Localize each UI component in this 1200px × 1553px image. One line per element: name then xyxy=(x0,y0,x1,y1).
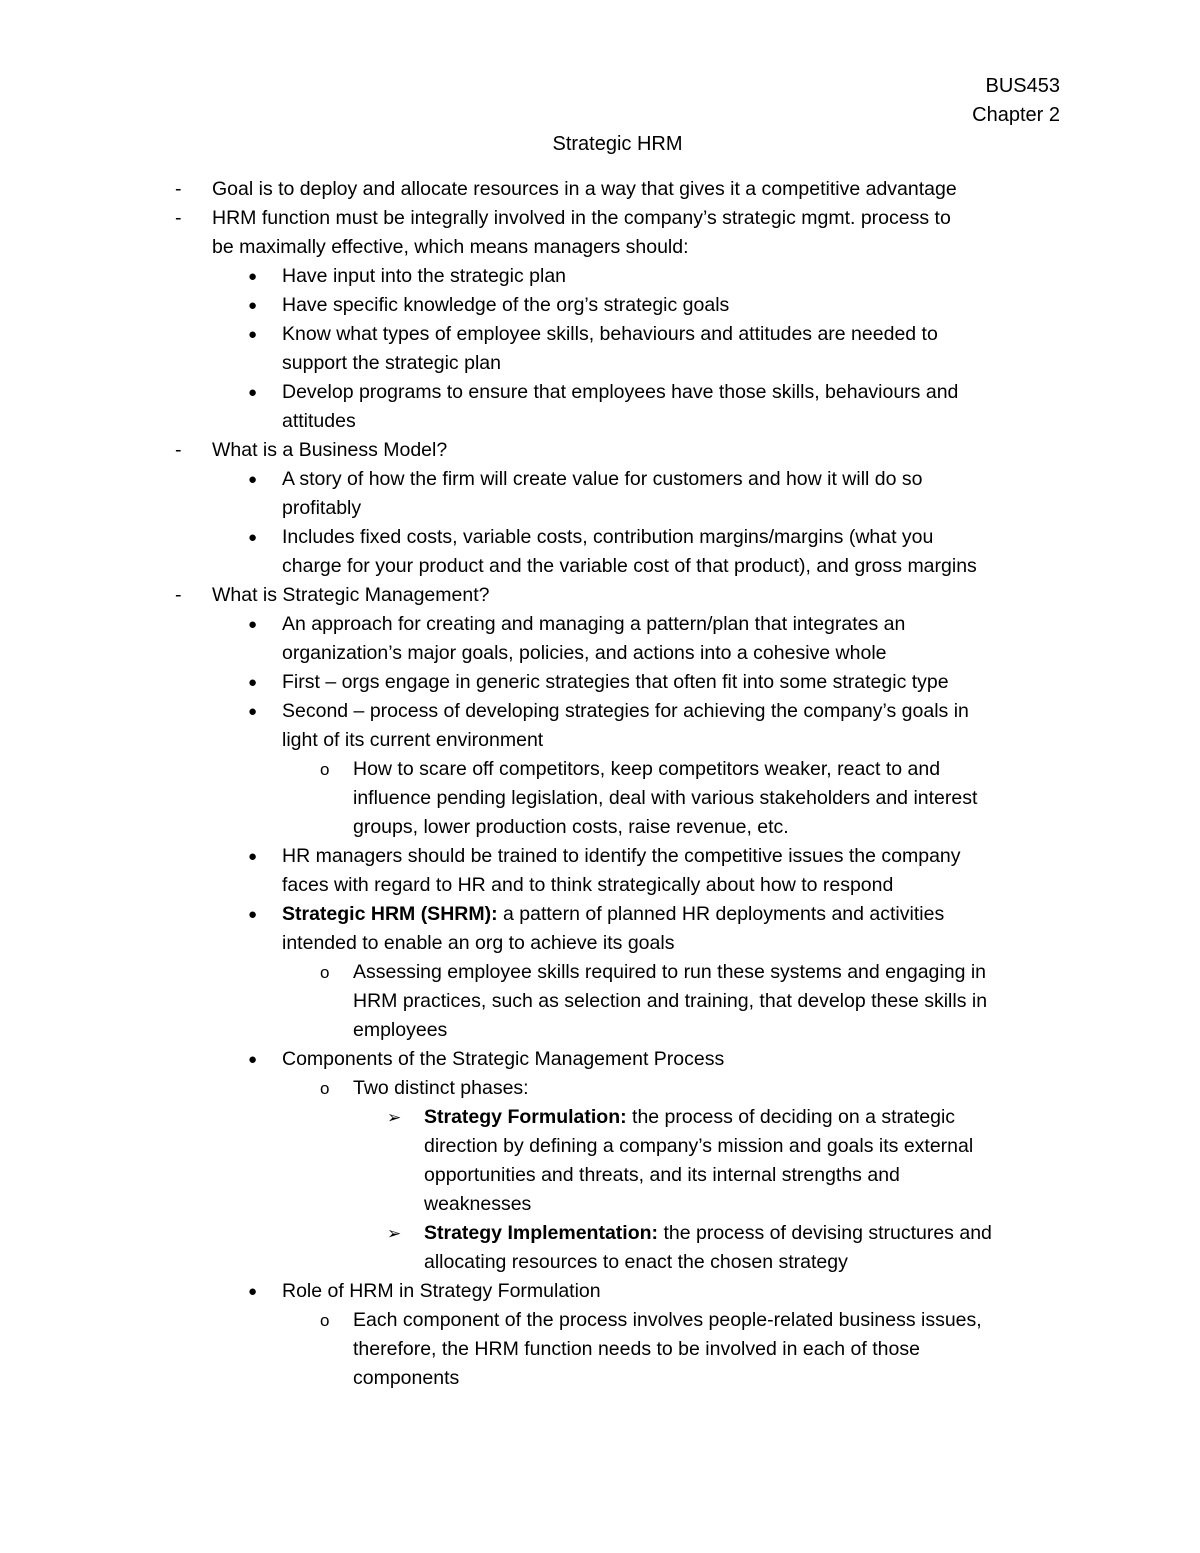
line-text: HRM function must be integrally involved in the company’s strategic mgmt. process to xyxy=(212,207,951,229)
list-item-continuation xyxy=(175,494,1060,523)
line-text: Role of HRM in Strategy Formulation xyxy=(282,1280,601,1302)
list-item xyxy=(175,581,1060,610)
bullet-icon: ● xyxy=(248,326,258,343)
line-text: HRM practices, such as selection and training, that develop these skills in xyxy=(353,990,988,1012)
term-label: Strategy Implementation: xyxy=(424,1222,659,1244)
bullet-icon: ● xyxy=(248,384,258,401)
line-text: opportunities and threats, and its internal strengths and xyxy=(424,1164,900,1186)
line-text: direction by defining a company’s mission and goals its external xyxy=(424,1135,974,1157)
list-item xyxy=(175,523,1060,552)
arrow-bullet-icon: ➢ xyxy=(387,1108,402,1127)
line-text: be maximally effective, which means managers should: xyxy=(212,236,689,258)
line-text: profitably xyxy=(282,497,362,519)
document-header xyxy=(175,72,1060,130)
line-text: support the strategic plan xyxy=(282,352,501,374)
list-item-continuation xyxy=(175,639,1060,668)
document-title: Strategic HRM xyxy=(552,133,683,155)
list-item xyxy=(175,755,1060,784)
list-item xyxy=(175,1306,1060,1335)
course-code: BUS453 xyxy=(985,75,1060,97)
list-item-continuation xyxy=(175,1016,1060,1045)
list-item-continuation xyxy=(175,784,1060,813)
list-item xyxy=(175,1045,1060,1074)
term-label: Strategy Formulation: xyxy=(424,1106,627,1128)
line-text: Assessing employee skills required to run these systems and engaging in xyxy=(353,961,987,983)
document-body xyxy=(175,175,1060,1393)
list-item xyxy=(175,262,1060,291)
line-text: An approach for creating and managing a pattern/plan that integrates an xyxy=(282,613,906,635)
line-text: Have input into the strategic plan xyxy=(282,265,567,287)
list-item xyxy=(175,378,1060,407)
line-text: Includes fixed costs, variable costs, contribution margins/margins (what you xyxy=(282,526,934,548)
line-text: allocating resources to enact the chosen strategy xyxy=(424,1251,848,1273)
bullet-icon: ● xyxy=(248,268,258,285)
bullet-icon: ● xyxy=(248,848,258,865)
list-item-continuation xyxy=(175,987,1060,1016)
bullet-icon: ● xyxy=(248,674,258,691)
line-text: HR managers should be trained to identify the competitive issues the company xyxy=(282,845,961,867)
circle-bullet-icon: o xyxy=(320,1079,330,1098)
list-item-continuation xyxy=(175,1248,1060,1277)
bullet-icon: ● xyxy=(248,297,258,314)
list-item xyxy=(175,436,1060,465)
circle-bullet-icon: o xyxy=(320,1311,330,1330)
circle-bullet-icon: o xyxy=(320,963,330,982)
list-item-continuation xyxy=(175,813,1060,842)
list-item xyxy=(175,1277,1060,1306)
line-text: components xyxy=(353,1367,460,1389)
bullet-icon: ● xyxy=(248,616,258,633)
line-text: Know what types of employee skills, behaviours and attitudes are needed to xyxy=(282,323,938,345)
line-text: attitudes xyxy=(282,410,356,432)
line-text: Goal is to deploy and allocate resources in a way that gives it a competitive advantage xyxy=(212,178,957,200)
line-text: Develop programs to ensure that employees have those skills, behaviours and xyxy=(282,381,959,403)
list-item xyxy=(175,1074,1060,1103)
list-item xyxy=(175,610,1060,639)
list-item-continuation xyxy=(175,871,1060,900)
line-text: Have specific knowledge of the org’s strategic goals xyxy=(282,294,730,316)
line-text: the process of devising structures and xyxy=(658,1222,992,1244)
dash-marker: - xyxy=(175,584,182,606)
line-text: a pattern of planned HR deployments and activities xyxy=(497,903,945,925)
bullet-icon: ● xyxy=(248,906,258,923)
list-item xyxy=(175,697,1060,726)
list-item-continuation xyxy=(175,407,1060,436)
circle-bullet-icon: o xyxy=(320,760,330,779)
line-text: light of its current environment xyxy=(282,729,544,751)
list-item-continuation xyxy=(175,233,1060,262)
list-item xyxy=(175,842,1060,871)
line-text: Components of the Strategic Management Process xyxy=(282,1048,725,1070)
line-text: the process of deciding on a strategic xyxy=(626,1106,956,1128)
line-text: employees xyxy=(353,1019,448,1041)
dash-marker: - xyxy=(175,439,182,461)
list-item xyxy=(175,175,1060,204)
bullet-icon: ● xyxy=(248,703,258,720)
bullet-icon: ● xyxy=(248,471,258,488)
line-text: What is Strategic Management? xyxy=(212,584,490,606)
list-item xyxy=(175,320,1060,349)
list-item xyxy=(175,291,1060,320)
chapter-label: Chapter 2 xyxy=(972,104,1060,126)
bullet-icon: ● xyxy=(248,1283,258,1300)
list-item-continuation xyxy=(175,552,1060,581)
line-text: What is a Business Model? xyxy=(212,439,448,461)
list-item-continuation xyxy=(175,1335,1060,1364)
bullet-icon: ● xyxy=(248,529,258,546)
line-text: influence pending legislation, deal with various stakeholders and interest xyxy=(353,787,978,809)
line-text: groups, lower production costs, raise revenue, etc. xyxy=(353,816,789,838)
line-text: Two distinct phases: xyxy=(353,1077,529,1099)
list-item xyxy=(175,958,1060,987)
line-text: intended to enable an org to achieve its goals xyxy=(282,932,675,954)
line-text: Second – process of developing strategies for achieving the company’s goals in xyxy=(282,700,969,722)
list-item xyxy=(175,900,1060,929)
dash-marker: - xyxy=(175,178,182,200)
term-label: Strategic HRM (SHRM): xyxy=(282,903,498,925)
line-text: First – orgs engage in generic strategies that often fit into some strategic type xyxy=(282,671,949,693)
list-item-continuation xyxy=(175,1364,1060,1393)
dash-marker: - xyxy=(175,207,182,229)
line-text: faces with regard to HR and to think strategically about how to respond xyxy=(282,874,894,896)
bullet-icon: ● xyxy=(248,1051,258,1068)
line-text: A story of how the firm will create value for customers and how it will do so xyxy=(282,468,923,490)
list-item xyxy=(175,1219,1060,1248)
list-item-continuation xyxy=(175,349,1060,378)
list-item-continuation xyxy=(175,726,1060,755)
list-item-continuation xyxy=(175,1161,1060,1190)
line-text: charge for your product and the variable cost of that product), and gross margins xyxy=(282,555,977,577)
line-text: organization’s major goals, policies, and actions into a cohesive whole xyxy=(282,642,887,664)
line-text: therefore, the HRM function needs to be involved in each of those xyxy=(353,1338,920,1360)
line-text: weaknesses xyxy=(424,1193,532,1215)
list-item-continuation xyxy=(175,1190,1060,1219)
list-item-continuation xyxy=(175,1132,1060,1161)
list-item xyxy=(175,465,1060,494)
list-item-continuation xyxy=(175,929,1060,958)
arrow-bullet-icon: ➢ xyxy=(387,1224,402,1243)
line-text: How to scare off competitors, keep competitors weaker, react to and xyxy=(353,758,941,780)
list-item xyxy=(175,204,1060,233)
list-item xyxy=(175,1103,1060,1132)
list-item xyxy=(175,668,1060,697)
line-text: Each component of the process involves people-related business issues, xyxy=(353,1309,982,1331)
